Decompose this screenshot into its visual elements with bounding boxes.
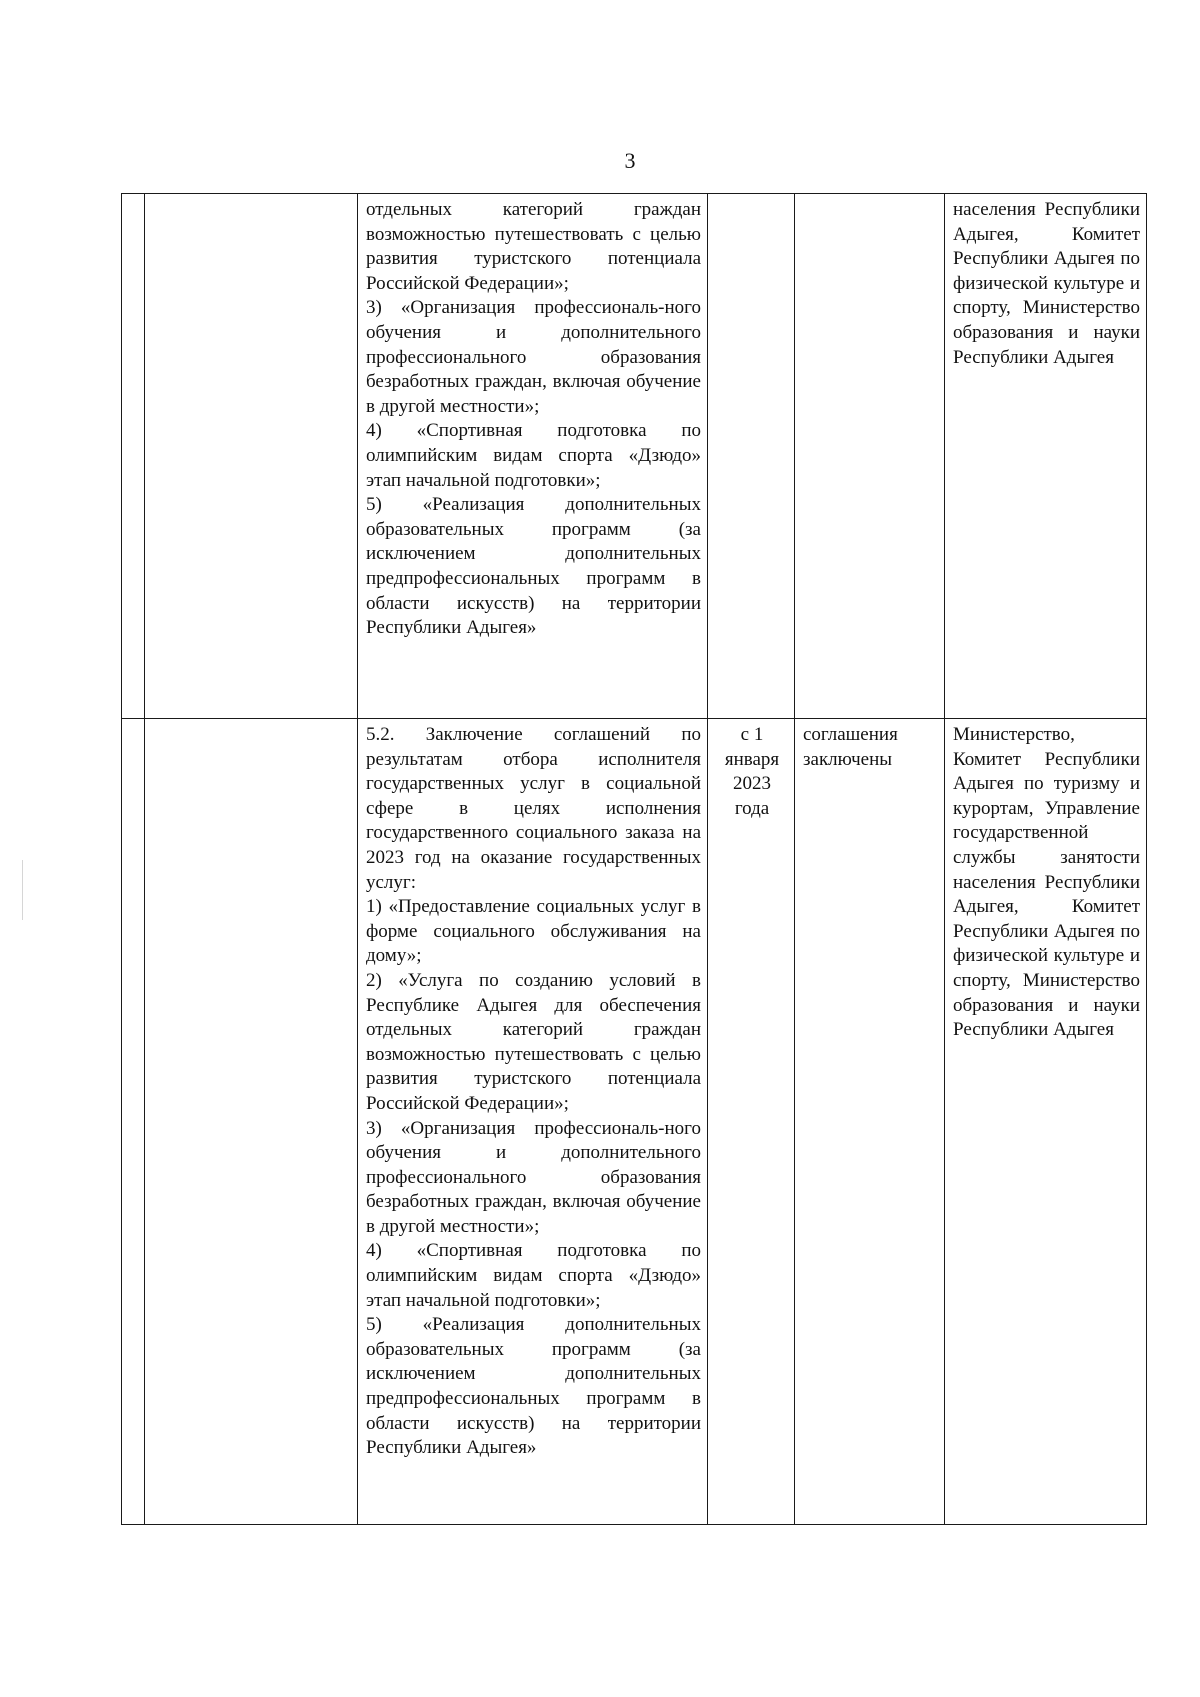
page-number: 3 [624,148,636,173]
executors-cell [945,194,1147,719]
content-paragraph: 4) «Спортивная подготовка по олимпийским видам спорта «Дзюдо» этап начальной подготовки»; [366,420,701,491]
table-row [122,194,1147,719]
term-cell [708,719,795,1525]
executors-text: Министерство, Комитет Республики Адыгея по туризму и курортам, Управление государственной службы занятости населения Республики Адыгея, Комитет Республики Адыгея по физической культуре и спорту, Министерство образования и науки Республики Адыгея [953,724,1140,1041]
term-line: 2023 [733,773,771,795]
content-paragraph: 3) «Организация профессиональ-ного обучения и дополнительного профессионального образования безработных граждан, включая обучение в другой местности»; [366,1117,701,1237]
scan-artifact-line [22,860,23,920]
executors-cell [945,719,1147,1525]
term-line: с 1 [740,724,764,745]
content-cell [358,194,708,719]
term-line: января [724,748,780,770]
content-cell [358,719,708,1525]
content-paragraph: 1) «Предоставление социальных услуг в форме социального обслуживания на дому»; [366,896,701,967]
executors-text: населения Республики Адыгея, Комитет Республики Адыгея по физической культуре и спорту, Министерство образования и науки Республики Адыгея [953,199,1140,368]
result-cell [795,194,945,719]
content-paragraph: 2) «Услуга по созданию условий в Республике Адыгея для обеспечения отдельных категорий граждан возможностью путешествовать с целью развития туристского потенциала Российской Федерации»; [366,969,701,1114]
content-paragraph: отдельных категорий граждан возможностью путешествовать с целью развития туристского потенциала Российской Федерации»; [366,199,701,294]
section-cell [145,194,358,719]
content-paragraph: 3) «Организация профессиональ-ного обучения и дополнительного профессионального образования безработных граждан, включая обучение в другой местности»; [366,297,701,417]
table-row [122,719,1147,1525]
section-cell [145,719,358,1525]
number-cell [122,194,145,719]
number-cell [122,719,145,1525]
content-paragraph: 5) «Реализация дополнительных образовательных программ (за исключением дополнительных предпрофессиональных программ в области искусств) на территории Республики Адыгея» [366,494,701,639]
term-line: года [734,797,770,819]
result-cell: соглашения заключены [795,719,945,1525]
content-paragraph: 5) «Реализация дополнительных образовательных программ (за исключением дополнительных предпрофессиональных программ в области искусств) на территории Республики Адыгея» [366,1314,701,1459]
plan-table [121,193,1147,1525]
term-cell [708,194,795,719]
content-paragraph: 4) «Спортивная подготовка по олимпийским видам спорта «Дзюдо» этап начальной подготовки»; [366,1240,701,1311]
content-paragraph: 5.2. Заключение соглашений по результатам отбора исполнителя государственных услуг в социальной сфере в целях исполнения государственного социального заказа на 2023 год на оказание государственных услуг: [366,724,701,893]
